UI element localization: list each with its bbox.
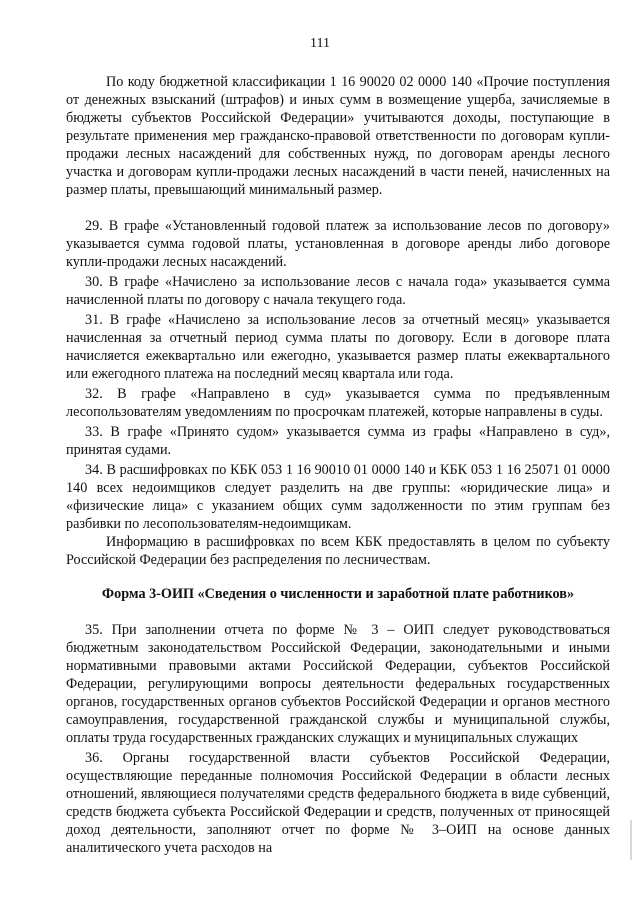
paragraph-32: 32. В графе «Направлено в суд» указывается сумма по предъявленным лесопользователям уведомлениям по просрочкам платежей, которые направлены в суды.: [66, 386, 610, 420]
paragraph-33: 33. В графе «Принято судом» указывается сумма из графы «Направлено в суд», принятая судами.: [66, 424, 610, 458]
section-heading: Форма 3-ОИП «Сведения о численности и заработной плате работников»: [101, 586, 575, 602]
paragraph-kbk-other-revenue: По коду бюджетной классификации 1 16 90020 02 0000 140 «Прочие поступления от денежных взысканий (штрафов) и иных сумм в возмещение ущерба, зачисляемые в бюджеты субъектов Российской Федерации» учитываются доходы, поступающие в результате применения мер гражданско-правовой ответственности по договорам купли-продажи лесных насаждений для собственных нужд, по договорам аренды лесного участка и договорам купли-продажи лесных насаждений в части пеней, начисленных на размер платы, превышающий минимальный размер.: [66, 74, 610, 198]
document-body: [66, 73, 610, 857]
paragraph-35: 35. При заполнении отчета по форме № 3 – ОИП следует руководствоваться бюджетным законодательством Российской Федерации, законодательными и иными нормативными правовыми актами Российской Федерации, субъектов Российской Федерации, регулирующими вопросы деятельности федеральных государственных органов, государственных органов субъектов Российской Федерации и органов местного самоуправления, государственной гражданской службы и муниципальной службы, оплаты труда государственных гражданских служащих и муниципальных служащих: [66, 622, 610, 746]
paragraph-29: 29. В графе «Установленный годовой платеж за использование лесов по договору» указывается сумма годовой платы, установленная в договоре аренды либо договоре купли-продажи лесных насаждений.: [66, 218, 610, 270]
paragraph-kbk-info: Информацию в расшифровках по всем КБК предоставлять в целом по субъекту Российской Федерации без распределения по лесничествам.: [66, 534, 610, 568]
page-number: 111: [310, 36, 330, 51]
paragraph-30: 30. В графе «Начислено за использование лесов с начала года» указывается сумма начисленной платы по договору с начала текущего года.: [66, 274, 610, 308]
paragraph-31: 31. В графе «Начислено за использование лесов за отчетный месяц» указывается начисленная за отчетный период сумма платы по договору. Если в договоре плата начисляется ежеквартально или ежегодно, указывается размер платы ежеквартального или ежегодного платежа на последний месяц квартала или года.: [66, 312, 610, 382]
paragraph-34: 34. В расшифровках по КБК 053 1 16 90010 01 0000 140 и КБК 053 1 16 25071 01 0000 140 всех недоимщиков следует разделить на две группы: «юридические лица» и «физические лица» с указанием общих сумм задолженности по этим группам без разбивки по лесопользователям-недоимщикам.: [66, 462, 610, 532]
scan-edge-mark: [630, 820, 632, 860]
paragraph-36: 36. Органы государственной власти субъектов Российской Федерации, осуществляющие переданные полномочия Российской Федерации в области лесных отношений, являющиеся получателями средств федерального бюджета в виде субвенций, средств бюджета субъекта Российской Федерации и средств, полученных от приносящей доход деятельности, заполняют отчет по форме № 3–ОИП на основе данных аналитического учета расходов на: [66, 750, 610, 856]
